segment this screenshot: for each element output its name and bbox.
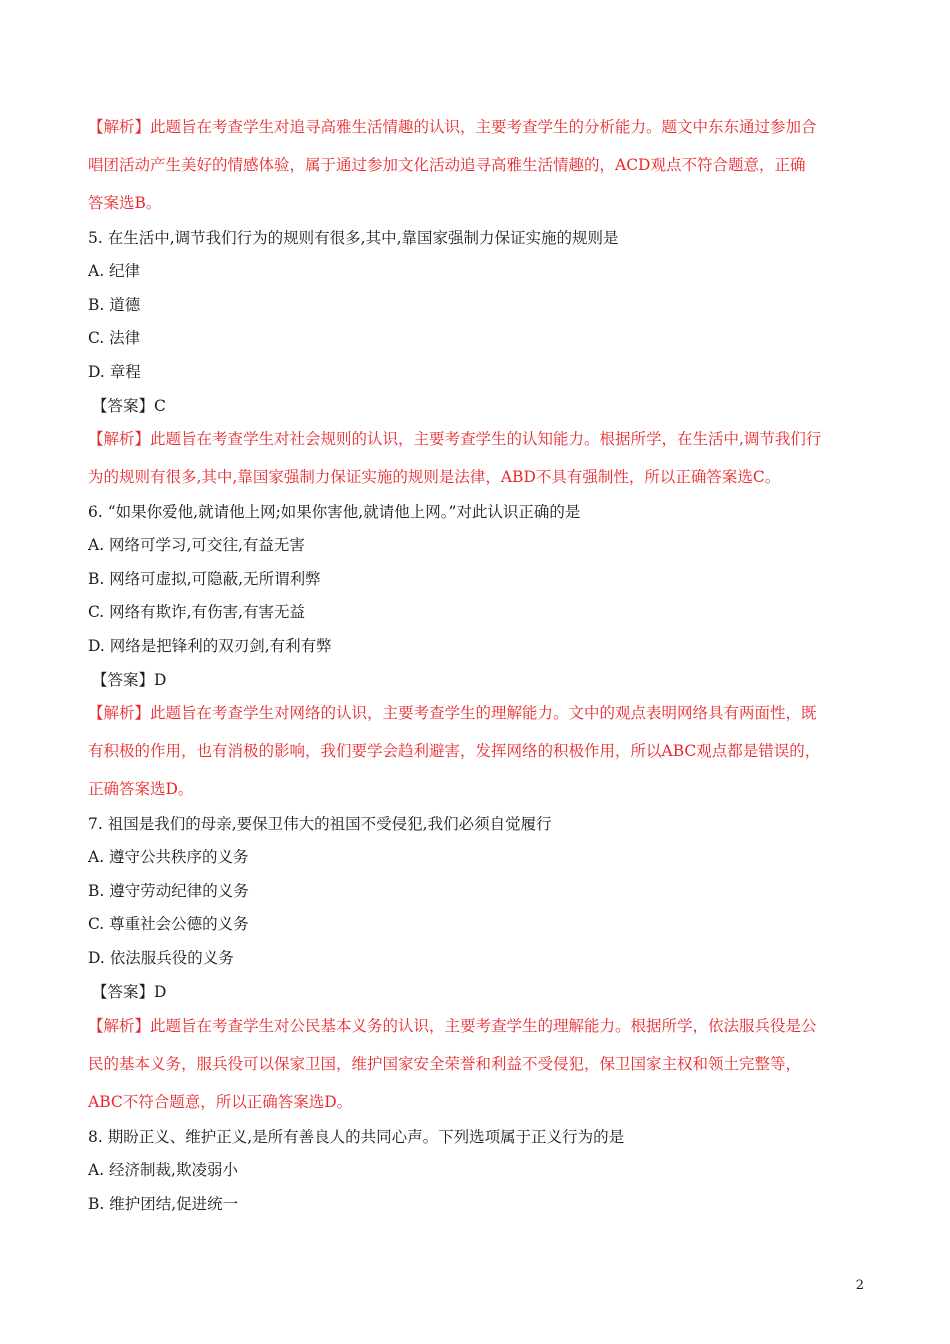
question-6-answer: 【答案】D xyxy=(92,671,167,689)
question-6-option-c: C. 网络有欺诈,有伤害,有害无益 xyxy=(88,603,306,621)
analysis-q4-line-1: 【解析】此题旨在考查学生对追寻高雅生活情趣的认识，主要考查学生的分析能力。题文中东东通过参加合 xyxy=(88,118,817,136)
question-7-stem: 7. 祖国是我们的母亲,要保卫伟大的祖国不受侵犯,我们必须自觉履行 xyxy=(88,815,552,833)
question-6-stem: 6. “如果你爱他,就请他上网;如果你害他,就请他上网。”对此认识正确的是 xyxy=(88,503,581,521)
question-5-option-c: C. 法律 xyxy=(88,329,141,347)
question-5-option-b: B. 道德 xyxy=(88,296,141,314)
analysis-q4-line-3: 答案选B。 xyxy=(88,194,162,212)
analysis-q4-line-2: 唱团活动产生美好的情感体验，属于通过参加文化活动追寻高雅生活情趣的，ACD观点不符合题意，正确 xyxy=(88,156,806,174)
question-5-answer: 【答案】C xyxy=(92,397,166,415)
question-8-option-b: B. 维护团结,促进统一 xyxy=(88,1195,239,1213)
question-8-stem: 8. 期盼正义、维护正义,是所有善良人的共同心声。下列选项属于正义行为的是 xyxy=(88,1128,625,1146)
question-5-option-d: D. 章程 xyxy=(88,363,141,381)
question-5-analysis-line-1: 【解析】此题旨在考查学生对社会规则的认识，主要考查学生的认知能力。根据所学，在生活中,调节我们行 xyxy=(88,430,822,448)
page-number: 2 xyxy=(855,1278,864,1293)
question-5-stem: 5. 在生活中,调节我们行为的规则有很多,其中,靠国家强制力保证实施的规则是 xyxy=(88,229,619,247)
question-7-option-c: C. 尊重社会公德的义务 xyxy=(88,915,249,933)
question-7-option-b: B. 遵守劳动纪律的义务 xyxy=(88,882,249,900)
question-7-analysis-line-3: ABC不符合题意，所以正确答案选D。 xyxy=(88,1093,353,1111)
question-5-analysis-line-2: 为的规则有很多,其中,靠国家强制力保证实施的规则是法律，ABD不具有强制性，所以正确答案选C。 xyxy=(88,468,781,486)
question-7-option-a: A. 遵守公共秩序的义务 xyxy=(88,848,249,866)
question-6-option-b: B. 网络可虚拟,可隐蔽,无所谓利弊 xyxy=(88,570,321,588)
question-6-option-a: A. 网络可学习,可交往,有益无害 xyxy=(88,536,305,554)
question-8-option-a: A. 经济制裁,欺凌弱小 xyxy=(88,1161,238,1179)
question-6-analysis-line-3: 正确答案选D。 xyxy=(88,780,194,798)
question-7-analysis-line-1: 【解析】此题旨在考查学生对公民基本义务的认识，主要考查学生的理解能力。根据所学，依法服兵役是公 xyxy=(88,1017,817,1035)
question-7-analysis-line-2: 民的基本义务，服兵役可以保家卫国，维护国家安全荣誉和利益不受侵犯，保卫国家主权和领土完整等， xyxy=(88,1055,802,1073)
question-6-analysis-line-2: 有积极的作用，也有消极的影响，我们要学会趋利避害，发挥网络的积极作用，所以ABC观点都是错误的， xyxy=(88,742,821,760)
question-6-option-d: D. 网络是把锋利的双刃剑,有利有弊 xyxy=(88,637,332,655)
question-7-option-d: D. 依法服兵役的义务 xyxy=(88,949,234,967)
question-5-option-a: A. 纪律 xyxy=(88,262,141,280)
question-6-analysis-line-1: 【解析】此题旨在考查学生对网络的认识，主要考查学生的理解能力。文中的观点表明网络具有两面性，既 xyxy=(88,704,817,722)
question-7-answer: 【答案】D xyxy=(92,983,167,1001)
